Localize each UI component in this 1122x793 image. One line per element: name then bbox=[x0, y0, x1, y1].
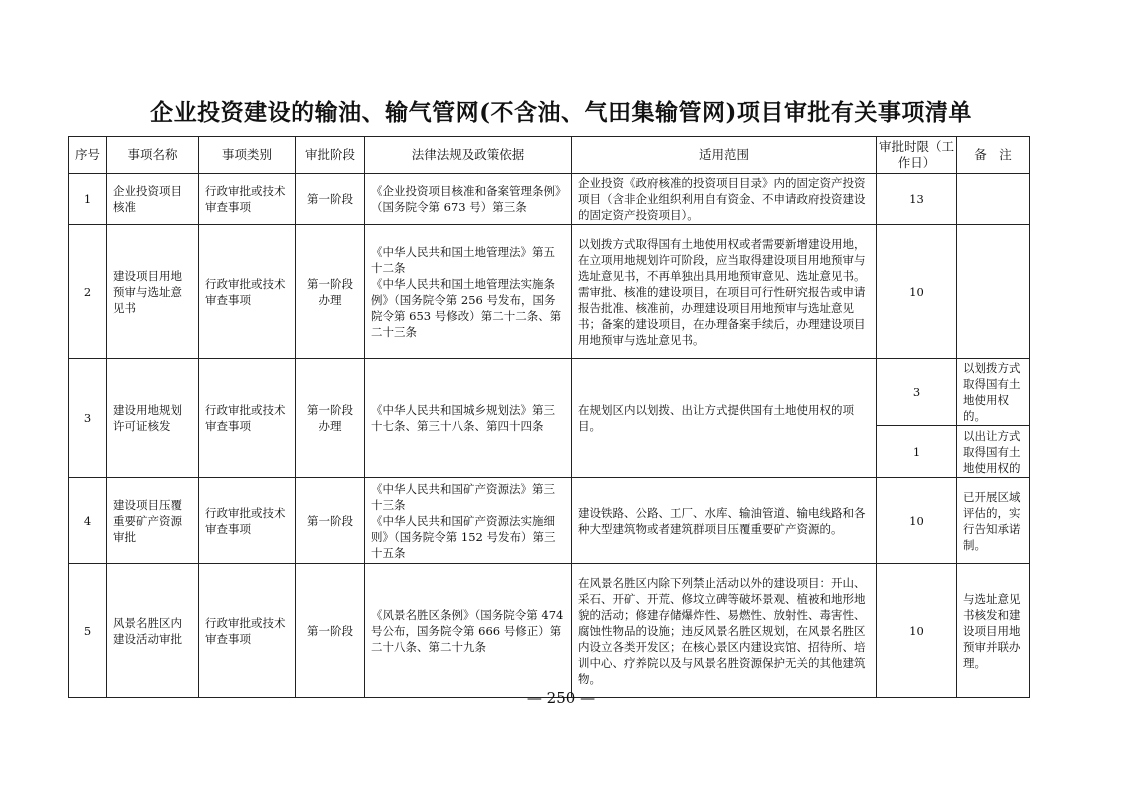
cell-scope: 在规划区内以划拨、出让方式提供国有土地使用权的项目。 bbox=[572, 359, 877, 478]
approval-items-table bbox=[68, 136, 1030, 698]
table-header-row bbox=[69, 137, 1030, 174]
cell-basis: 《风景名胜区条例》（国务院令第 474 号公布，国务院令第 666 号修正）第二十八条、第二十九条 bbox=[365, 564, 572, 698]
table-row bbox=[69, 564, 1030, 698]
cell-remark: 以出让方式取得国有土地使用权的 bbox=[957, 426, 1030, 478]
cell-type: 行政审批或技术审查事项 bbox=[199, 359, 296, 478]
cell-scope: 以划拨方式取得国有土地使用权或者需要新增建设用地，在立项用地规划许可阶段，应当取得建设项目用地预审与选址意见书，不再单独出具用地预审意见、选址意见书。 需审批、核准的建设项目，在项目可行性研究报告或申请报告批准、核准前，办理建设项目用地预审与选址意见书；备案的建设项目，在办理备案手续后，办理建设项目用地预审与选址意见书。 bbox=[572, 225, 877, 359]
cell-scope: 在风景名胜区内除下列禁止活动以外的建设项目：开山、采石、开矿、开荒、修坟立碑等破坏景观、植被和地形地貌的活动；修建存储爆炸性、易燃性、放射性、毒害性、腐蚀性物品的设施；违反风景名胜区规划，在风景名胜区内设立各类开发区；在核心景区内建设宾馆、招待所、培训中心、疗养院以及与风景名胜资源保护无关的其他建筑物。 bbox=[572, 564, 877, 698]
cell-seq: 3 bbox=[69, 359, 107, 478]
table-row bbox=[69, 478, 1030, 564]
cell-name: 建设项目压覆重要矿产资源审批 bbox=[107, 478, 199, 564]
cell-type: 行政审批或技术审查事项 bbox=[199, 225, 296, 359]
cell-type: 行政审批或技术审查事项 bbox=[199, 478, 296, 564]
page-number: — 250 — bbox=[526, 689, 596, 707]
cell-stage: 第一阶段 bbox=[296, 564, 365, 698]
cell-name: 建设项目用地预审与选址意见书 bbox=[107, 225, 199, 359]
header-basis: 法律法规及政策依据 bbox=[365, 137, 572, 174]
header-remark: 备 注 bbox=[957, 137, 1030, 174]
header-seq: 序号 bbox=[69, 137, 107, 174]
header-time: 审批时限（工作日） bbox=[877, 137, 957, 174]
cell-name: 企业投资项目核准 bbox=[107, 174, 199, 225]
cell-seq: 5 bbox=[69, 564, 107, 698]
cell-stage: 第一阶段 bbox=[296, 478, 365, 564]
cell-seq: 1 bbox=[69, 174, 107, 225]
cell-name: 建设用地规划许可证核发 bbox=[107, 359, 199, 478]
header-name: 事项名称 bbox=[107, 137, 199, 174]
cell-type: 行政审批或技术审查事项 bbox=[199, 564, 296, 698]
cell-time: 10 bbox=[877, 478, 957, 564]
cell-time: 3 bbox=[877, 359, 957, 426]
cell-seq: 4 bbox=[69, 478, 107, 564]
cell-scope: 建设铁路、公路、工厂、水库、输油管道、输电线路和各种大型建筑物或者建筑群项目压覆重要矿产资源的。 bbox=[572, 478, 877, 564]
table-row bbox=[69, 174, 1030, 225]
cell-stage: 第一阶段办理 bbox=[296, 359, 365, 478]
cell-remark: 已开展区域评估的，实行告知承诺制。 bbox=[957, 478, 1030, 564]
header-scope: 适用范围 bbox=[572, 137, 877, 174]
cell-basis: 《中华人民共和国土地管理法》第五十二条 《中华人民共和国土地管理法实施条例》（国务院令第 256 号发布，国务院令第 653 号修改）第二十二条、第二十三条 bbox=[365, 225, 572, 359]
cell-time: 13 bbox=[877, 174, 957, 225]
cell-scope: 企业投资《政府核准的投资项目目录》内的固定资产投资项目（含非企业组织利用自有资金、不申请政府投资建设的固定资产投资项目）。 bbox=[572, 174, 877, 225]
cell-remark: 与选址意见书核发和建设项目用地预审并联办理。 bbox=[957, 564, 1030, 698]
table-row bbox=[69, 225, 1030, 359]
cell-remark bbox=[957, 225, 1030, 359]
cell-stage: 第一阶段办理 bbox=[296, 225, 365, 359]
cell-time: 10 bbox=[877, 225, 957, 359]
page-title: 企业投资建设的输油、输气管网(不含油、气田集输管网)项目审批有关事项清单 bbox=[150, 99, 972, 126]
header-stage: 审批阶段 bbox=[296, 137, 365, 174]
cell-basis: 《中华人民共和国矿产资源法》第三十三条 《中华人民共和国矿产资源法实施细则》（国务院令第 152 号发布）第三十五条 bbox=[365, 478, 572, 564]
cell-seq: 2 bbox=[69, 225, 107, 359]
cell-basis: 《中华人民共和国城乡规划法》第三十七条、第三十八条、第四十四条 bbox=[365, 359, 572, 478]
cell-type: 行政审批或技术审查事项 bbox=[199, 174, 296, 225]
cell-basis: 《企业投资项目核准和备案管理条例》（国务院令第 673 号）第三条 bbox=[365, 174, 572, 225]
table-row bbox=[69, 359, 1030, 426]
header-type: 事项类别 bbox=[199, 137, 296, 174]
cell-time: 1 bbox=[877, 426, 957, 478]
cell-name: 风景名胜区内建设活动审批 bbox=[107, 564, 199, 698]
cell-time: 10 bbox=[877, 564, 957, 698]
cell-remark bbox=[957, 174, 1030, 225]
cell-stage: 第一阶段 bbox=[296, 174, 365, 225]
cell-remark: 以划拨方式取得国有土地使用权的。 bbox=[957, 359, 1030, 426]
